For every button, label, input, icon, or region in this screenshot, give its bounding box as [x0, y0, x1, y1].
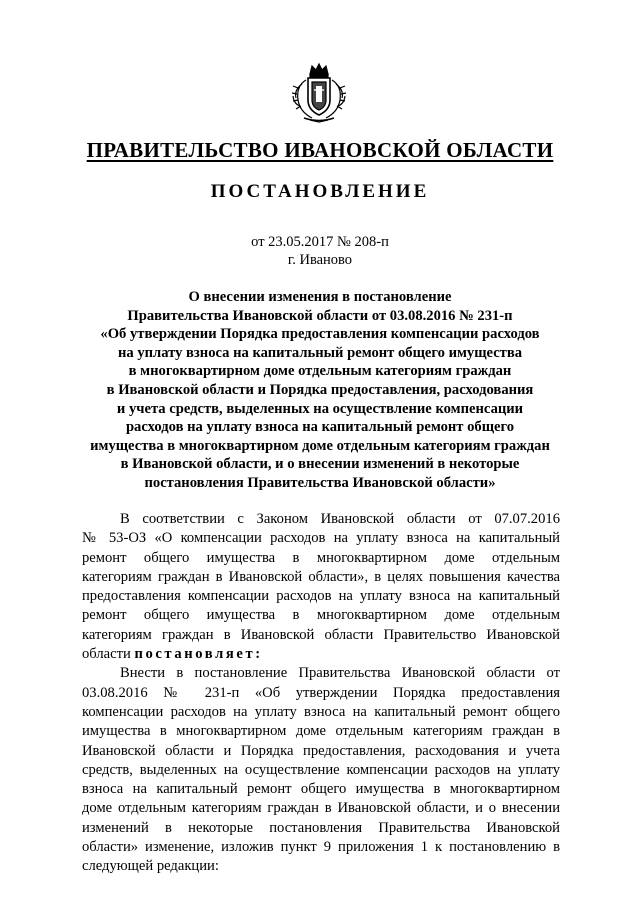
body-line: компенсации расходов на уплату взноса на капитальный ремонт общего — [82, 703, 560, 720]
title-line: расходов на уплату взноса на капитальный ремонт общего — [125, 419, 515, 436]
body-line: доме отдельным категориям граждан в Ивановской области, и о внесении — [82, 800, 560, 817]
body-line: Ивановской области и Порядка предоставления, расходования и учета — [82, 742, 560, 759]
title-line: в многоквартирном доме отдельным категориям граждан — [128, 363, 512, 380]
government-name — [0, 138, 640, 163]
body-line: Внести в постановление Правительства Ивановской области от — [120, 665, 560, 682]
body-line: категориям граждан в Ивановской области», в целях повышения качества — [82, 568, 560, 585]
body-line: № 53-ОЗ «О компенсации расходов на уплату взноса на капитальный — [82, 530, 560, 547]
title-line: в Ивановской области, и о внесении изменений в некоторые — [120, 456, 520, 473]
operative-paragraph — [82, 664, 560, 876]
body-line: изменений в некоторые постановления Правительства Ивановской — [82, 819, 560, 836]
resolution-title — [80, 288, 560, 493]
body-line: взноса на капитальный ремонт общего имущества в многоквартирном — [82, 781, 560, 798]
body-line: категориям граждан в Ивановской области Правительство Ивановской — [82, 626, 560, 643]
body-line: ремонт общего имущества в многоквартирном доме отдельным — [82, 549, 560, 566]
city: г. Иваново — [287, 252, 353, 268]
document-body — [82, 510, 560, 877]
body-line: В соответствии с Законом Ивановской области от 07.07.2016 — [120, 511, 560, 527]
body-line: 03.08.2016 № 231-п «Об утверждении Порядка предоставления — [82, 684, 560, 701]
body-text: области — [82, 646, 135, 663]
body-line: предоставления компенсации расходов на уплату взноса на капитальный — [82, 588, 560, 605]
coat-of-arms-emblem — [290, 60, 348, 124]
title-line: О внесении изменения в постановление — [188, 289, 452, 305]
body-line: области» изменение, изложив пункт 9 приложения 1 к постановлению в — [82, 839, 560, 856]
title-line: Правительства Ивановской области от 03.08.2016 № 231-п — [127, 307, 513, 324]
government-name-text: ПРАВИТЕЛЬСТВО ИВАНОВСКОЙ ОБЛАСТИ — [86, 138, 554, 162]
preamble-paragraph — [82, 510, 560, 664]
title-line: на уплату взноса на капитальный ремонт общего имущества — [117, 344, 523, 361]
document-type: ПОСТАНОВЛЕНИЕ — [210, 181, 430, 202]
body-line: ремонт общего имущества в многоквартирном доме отдельным — [82, 607, 560, 624]
title-line: в Ивановской области и Порядка предоставления, расходования — [106, 381, 534, 398]
title-line: и учета средств, выделенных на осуществление компенсации — [116, 400, 524, 417]
title-line: постановления Правительства Ивановской области» — [144, 474, 496, 491]
body-line: имущества в многоквартирном доме отдельным категориям граждан в — [82, 723, 560, 740]
title-line: имущества в многоквартирном доме отдельным категориям граждан — [90, 437, 550, 454]
body-line: средств, выделенных на осуществление компенсации расходов на уплату — [82, 761, 560, 778]
body-line: следующей редакции: — [82, 858, 219, 875]
title-line: «Об утверждении Порядка предоставления компенсации расходов — [100, 326, 540, 343]
resolves-keyword: постановляет: — [134, 646, 263, 663]
body-line — [82, 645, 560, 664]
date-and-number: от 23.05.2017 № 208-п — [251, 234, 389, 250]
